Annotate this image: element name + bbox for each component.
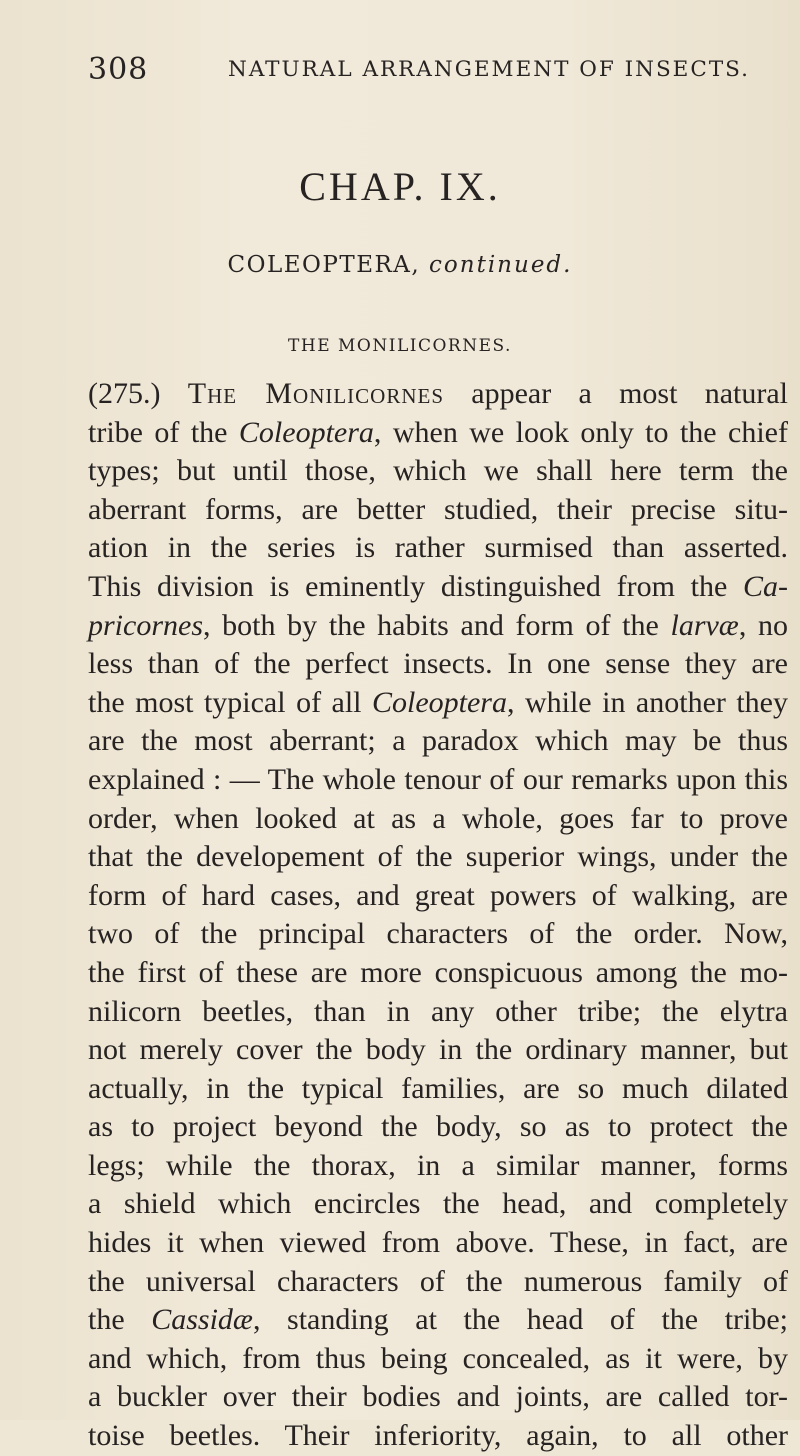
text-run: nilicorn beetles, than in any other tribe; the elytra (88, 994, 788, 1028)
chapter-subtitle (0, 252, 800, 278)
text-run: , while in another they (507, 685, 789, 719)
text-run: a buckler over their bodies and joints, are called tor- (88, 1380, 788, 1414)
text-run: appear a most natural (444, 377, 789, 410)
text-run: , when we look only to the chief (373, 415, 788, 449)
text-line (88, 722, 788, 761)
text-run: less than of the perfect insects. In one sense they are (88, 647, 788, 681)
italic-run: Coleoptera (238, 415, 374, 449)
text-line (88, 375, 788, 414)
small-caps-run: The Monilicornes (187, 377, 445, 410)
text-run: actually, in the typical families, are so much dilated (88, 1071, 788, 1105)
text-line (88, 645, 788, 684)
text-line (88, 529, 788, 568)
section-heading: THE MONILICORNES. (288, 336, 512, 356)
text-run: the most typical of all (88, 685, 372, 719)
text-run: two of the principal characters of the order. Now, (88, 917, 788, 951)
text-line (88, 684, 788, 723)
text-run: a shield which encircles the head, and completely (88, 1187, 788, 1221)
text-run: and which, from thus being concealed, as it were, by (88, 1341, 788, 1375)
text-line (88, 491, 788, 530)
text-line (88, 838, 788, 877)
text-run: toise beetles. Their inferiority, again, to all other (88, 1419, 788, 1453)
text-run: ation in the series is rather surmised than asserted. (88, 531, 788, 565)
text-run: the (88, 1303, 152, 1337)
text-line (88, 452, 788, 491)
text-line (88, 1263, 788, 1302)
text-run: This division is eminently distinguished from the (88, 569, 743, 603)
text-line (88, 877, 788, 916)
body-paragraph (88, 375, 788, 1456)
text-run: legs; while the thorax, in a similar manner, forms (88, 1148, 788, 1182)
chapter-heading: CHAP. IX. (299, 164, 501, 209)
italic-run: Ca- (743, 569, 788, 603)
text-line (88, 1378, 788, 1417)
text-run: , no (738, 608, 789, 642)
text-line (88, 954, 788, 993)
text-run: the universal characters of the numerous family of (88, 1264, 788, 1298)
text-line (88, 1031, 788, 1070)
text-line (88, 1301, 788, 1340)
text-line (88, 1224, 788, 1263)
subtitle-main: COLEOPTERA, (227, 252, 421, 278)
text-line (88, 1340, 788, 1379)
text-line (88, 1417, 788, 1456)
italic-run: Coleoptera (372, 685, 507, 719)
running-head (88, 52, 778, 92)
italic-run: pricornes (88, 608, 203, 642)
text-run: not merely cover the body in the ordinary manner, but (88, 1033, 788, 1067)
text-run: the first of these are more conspicuous among the mo- (88, 955, 788, 989)
italic-run: Cassidæ (151, 1303, 253, 1337)
running-head-title: NATURAL ARRANGEMENT OF INSECTS. (228, 57, 750, 82)
text-run: types; but until those, which we shall here term the (88, 454, 788, 488)
text-run: hides it when viewed from above. These, in fact, are (88, 1226, 788, 1260)
text-run: are the most aberrant; a paradox which may be thus (88, 724, 788, 758)
text-run: aberrant forms, are better studied, their precise situ- (88, 492, 788, 526)
text-line (88, 915, 788, 954)
text-run: , both by the habits and form of the (203, 608, 671, 642)
text-line (88, 993, 788, 1032)
text-line (88, 761, 788, 800)
text-run: (275.) (88, 377, 188, 410)
text-line (88, 1185, 788, 1224)
text-line (88, 607, 788, 646)
text-run: that the developement of the superior wings, under the (88, 840, 788, 874)
italic-run: larvæ (670, 608, 739, 642)
text-run: order, when looked at as a whole, goes far to prove (88, 801, 788, 835)
text-line (88, 414, 788, 453)
text-line (88, 1147, 788, 1186)
text-line (88, 568, 788, 607)
subtitle-italic: continued. (429, 252, 573, 278)
text-run: tribe of the (88, 415, 239, 449)
text-line (88, 1070, 788, 1109)
text-line (88, 1108, 788, 1147)
text-run: form of hard cases, and great powers of walking, are (88, 878, 788, 912)
text-run: explained : — The whole tenour of our remarks upon this (88, 762, 788, 796)
text-run: , standing at the head of the tribe; (252, 1303, 789, 1337)
page-number: 308 (88, 52, 149, 87)
text-run: as to project beyond the body, so as to protect the (88, 1110, 788, 1144)
text-line (88, 800, 788, 839)
